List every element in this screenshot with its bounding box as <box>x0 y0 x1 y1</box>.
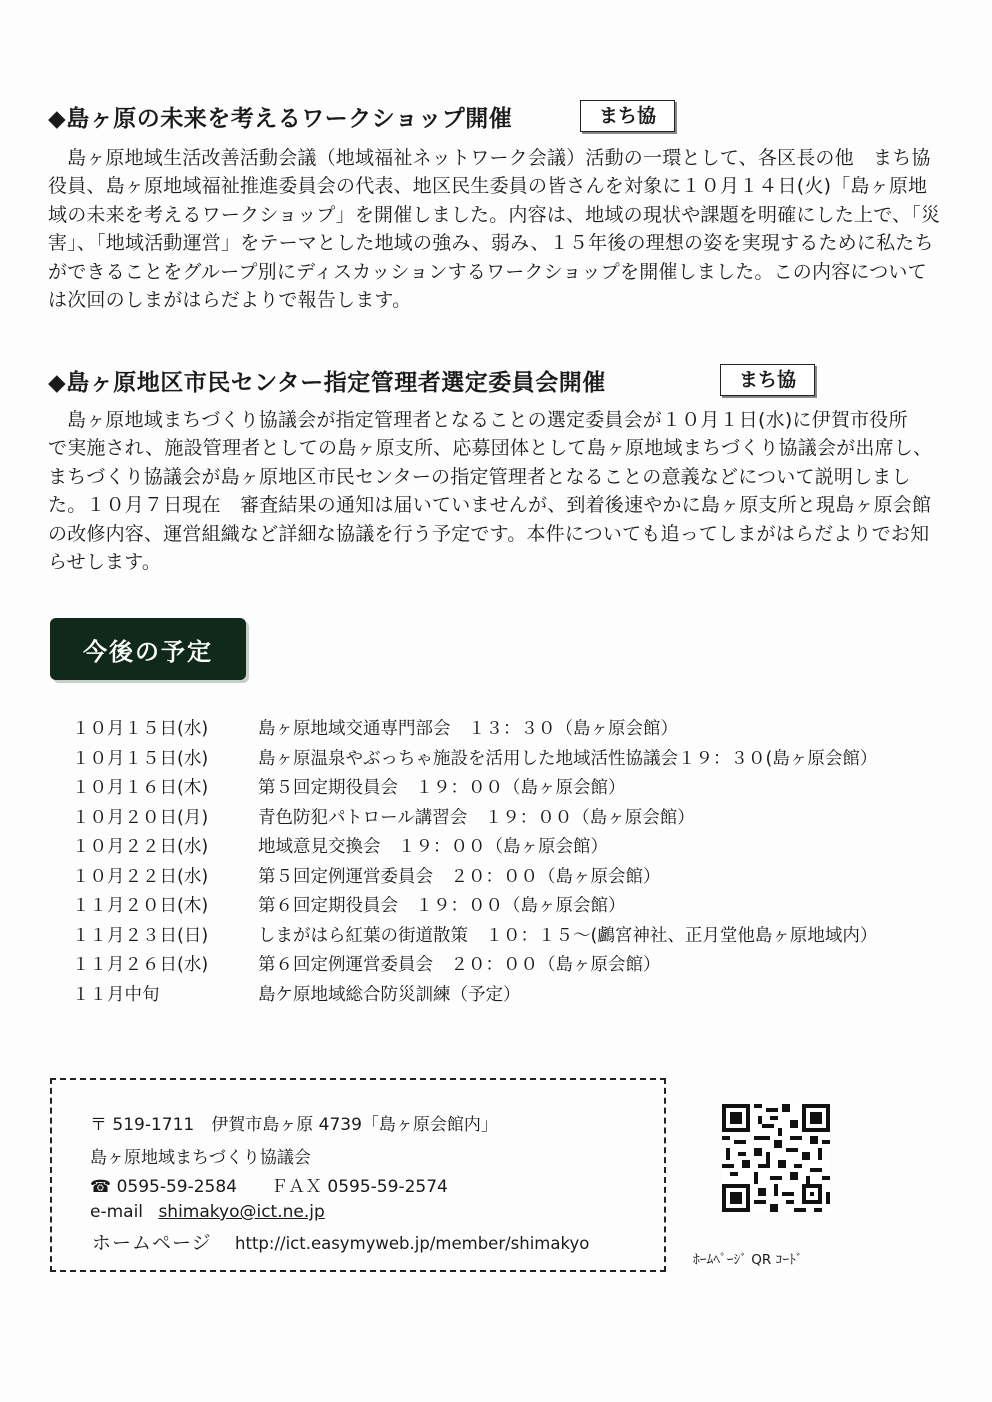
article-designation <box>48 364 968 574</box>
schedule-list <box>72 713 952 1008</box>
schedule-event: 地域意見交換会 １９：００（島ヶ原会館） <box>258 837 608 858</box>
body-line: た。１０月７日現在 審査結果の通知は届いていませんが、到着後速やかに島ヶ原支所と現島ヶ原会館 <box>48 494 932 517</box>
schedule-row <box>72 920 952 950</box>
body-line: ができることをグループ別にディスカッションするワークショップを開催しました。この内容について <box>48 260 927 283</box>
schedule-event: 島ヶ原地域交通専門部会 １３：３０（島ヶ原会館） <box>258 719 678 740</box>
contact-org: 島ヶ原地域まちづくり協議会 <box>90 1148 311 1168</box>
schedule-row <box>72 772 952 802</box>
article-workshop <box>48 100 968 312</box>
schedule-header-label: 今後の予定 <box>83 637 213 666</box>
contact-address: 〒 519-1711 伊賀市島ヶ原 4739「島ヶ原会館内」 <box>90 1115 498 1135</box>
schedule-row <box>72 979 952 1009</box>
body-line: らせします。 <box>48 551 162 574</box>
schedule-row <box>72 743 952 773</box>
qr-caption: ﾎｰﾑﾍﾟｰｼﾞ QR ｺｰﾄﾞ <box>693 1252 803 1268</box>
body-line: 域の未来を考えるワークショップ」を開催しました。内容は、地域の現状や課題を明確にした上で、「災 <box>48 203 941 226</box>
schedule-event: しまがはら紅葉の街道散策 １０：１５～(鸕宮神社、正月堂他島ヶ原地域内） <box>258 925 878 946</box>
contact-homepage-row <box>92 1228 589 1255</box>
schedule-date: １０月１５日(水) <box>72 719 209 740</box>
article-body <box>48 406 963 576</box>
body-line: 島ヶ原地域まちづくり協議会が指定管理者となることの選定委員会が１０月１日(水)に伊賀市役所 <box>67 409 908 431</box>
schedule-header <box>50 618 246 680</box>
schedule-row <box>72 713 952 743</box>
article-header <box>48 100 968 140</box>
body-line: は次回のしまがはらだよりで報告します。 <box>48 289 412 312</box>
schedule-event: 第５回定期役員会 １９：００（島ヶ原会館） <box>258 778 626 799</box>
schedule-date: １１月２３日(日) <box>72 925 209 946</box>
email-label: e-mail <box>90 1202 144 1222</box>
article-title: ◆島ヶ原の未来を考えるワークショップ開催 <box>48 106 513 132</box>
body-line: の改修内容、運営組織など詳細な協議を行う予定です。本件についても追ってしまがはらだよりでお知 <box>48 522 930 545</box>
schedule-date: １１月２６日(水) <box>72 955 209 976</box>
schedule-date: １１月２０日(木) <box>72 896 209 917</box>
body-line: 役員、島ヶ原地域福祉推進委員会の代表、地区民生委員の皆さんを対象に１０月１４日(火)「島ヶ原地 <box>48 175 928 198</box>
schedule-event: 青色防犯パトロール講習会 １９：００（島ヶ原会館） <box>258 807 695 828</box>
email-link[interactable]: shimakyo@ict.ne.jp <box>158 1202 325 1222</box>
schedule-event: 島ヶ原温泉やぶっちゃ施設を活用した地域活性協議会１９：３０(島ヶ原会館） <box>258 748 878 769</box>
schedule-row <box>72 949 952 979</box>
schedule-event: 第６回定期役員会 １９：００（島ヶ原会館） <box>258 896 626 917</box>
schedule-date: １１月中旬 <box>72 984 160 1005</box>
article-header <box>48 364 968 404</box>
schedule-date: １０月１５日(水) <box>72 748 209 769</box>
homepage-link[interactable]: http://ict.easymyweb.jp/member/shimakyo <box>235 1234 590 1253</box>
homepage-label: ホームページ <box>92 1232 212 1254</box>
machikyo-badge: まち協 <box>580 100 675 132</box>
schedule-date: １０月２０日(月) <box>72 807 209 828</box>
contact-email-row <box>90 1202 325 1222</box>
schedule-date: １０月２２日(水) <box>72 866 209 887</box>
schedule-row <box>72 831 952 861</box>
article-title: ◆島ヶ原地区市民センター指定管理者選定委員会開催 <box>48 370 606 396</box>
contact-tel-fax: ☎ 0595-59-2584 ＦＡＸ 0595-59-2574 <box>90 1177 448 1197</box>
schedule-date: １０月２２日(水) <box>72 837 209 858</box>
schedule-date: １０月１６日(木) <box>72 778 209 799</box>
qr-code-icon <box>722 1104 830 1212</box>
schedule-row <box>72 861 952 891</box>
article-body <box>48 144 963 314</box>
body-line: で実施され、施設管理者としての島ヶ原支所、応募団体として島ヶ原地域まちづくり協議会が出席し、 <box>48 437 933 460</box>
body-line: 島ヶ原地域生活改善活動会議（地域福祉ネットワーク会議）活動の一環として、各区長の他 まち協 <box>67 147 931 169</box>
schedule-event: 第５回定例運営委員会 ２０：００（島ヶ原会館） <box>258 866 661 887</box>
schedule-row <box>72 890 952 920</box>
body-line: まちづくり協議会が島ヶ原地区市民センターの指定管理者となることの意義などについて説明しまし <box>48 465 911 488</box>
contact-box <box>50 1078 666 1272</box>
schedule-row <box>72 802 952 832</box>
schedule-event: 島ケ原地域総合防災訓練（予定） <box>258 984 521 1005</box>
schedule-event: 第６回定例運営委員会 ２０：００（島ヶ原会館） <box>258 955 661 976</box>
machikyo-badge: まち協 <box>720 364 815 396</box>
body-line: 害」、「地域活動運営」をテーマとした地域の強み、弱み、１５年後の理想の姿を実現するために私たち <box>48 232 934 255</box>
